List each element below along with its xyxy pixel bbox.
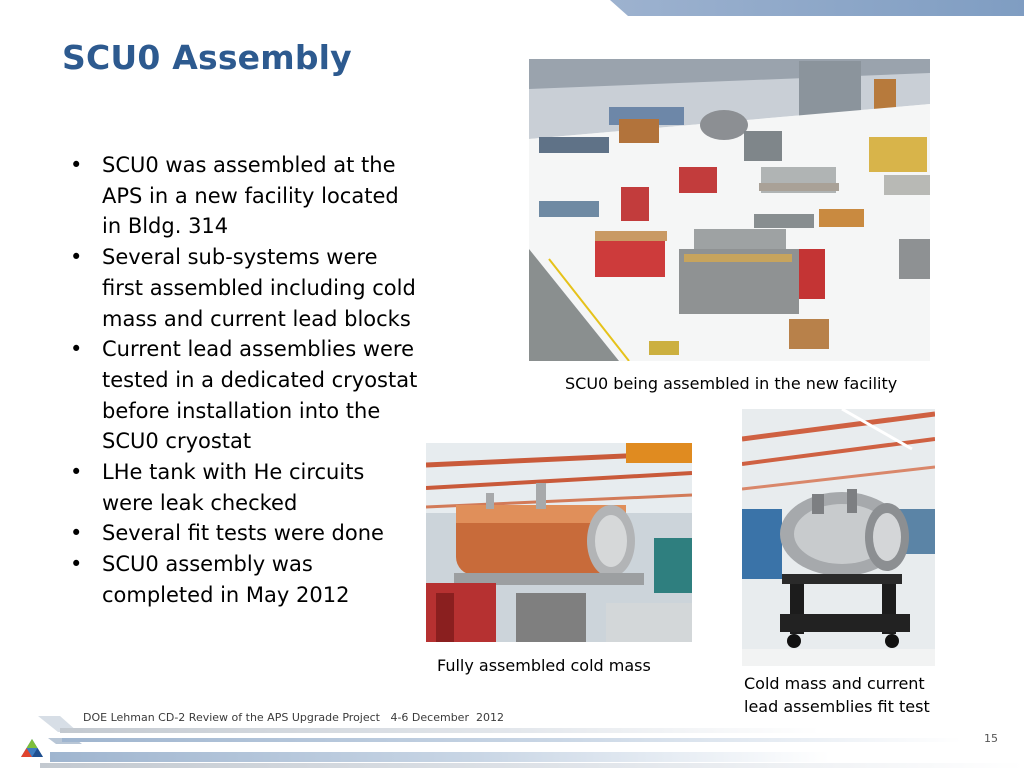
- fit-test-caption-line1: Cold mass and current: [744, 674, 925, 693]
- cold-mass-photo-caption: Fully assembled cold mass: [437, 656, 651, 675]
- fit-test-photo: [742, 409, 935, 666]
- top-decorative-band: [610, 0, 1024, 16]
- bullet-item: [70, 549, 420, 610]
- slide-title: SCU0 Assembly: [62, 38, 352, 77]
- bullet-text: Current lead assemblies were tested in a dedicated cryostat before installation into the SCU0 cryostat: [102, 337, 418, 454]
- facility-photo: [529, 59, 930, 361]
- bullet-text: SCU0 was assembled at the APS in a new facility located in Bldg. 314: [102, 153, 399, 239]
- bullet-marker: •: [70, 521, 83, 546]
- page-number: 15: [984, 732, 998, 745]
- bullet-marker: •: [70, 153, 83, 177]
- bullet-text: Several fit tests were done: [102, 521, 384, 546]
- bullet-text: Several sub-systems were first assembled including cold mass and current lead blocks: [102, 245, 416, 331]
- bullet-item: [70, 457, 420, 518]
- bullet-text: SCU0 assembly was completed in May 2012: [102, 552, 350, 607]
- footer-text: DOE Lehman CD-2 Review of the APS Upgrade Project 4-6 December 2012: [83, 711, 504, 724]
- cold-mass-photo: [426, 443, 692, 642]
- bullet-item: [70, 150, 420, 242]
- argonne-logo-icon: [20, 738, 44, 758]
- bullet-list: [70, 150, 420, 611]
- bullet-marker: •: [70, 460, 83, 485]
- bullet-item: [70, 518, 420, 549]
- bullet-marker: •: [70, 337, 83, 362]
- fit-test-caption-line2: lead assemblies fit test: [744, 697, 930, 716]
- facility-photo-caption: SCU0 being assembled in the new facility: [565, 374, 898, 393]
- bullet-marker: •: [70, 552, 83, 577]
- bullet-item: [70, 242, 420, 334]
- bullet-text: LHe tank with He circuits were leak checked: [102, 460, 365, 515]
- bullet-item: [70, 334, 420, 457]
- bullet-marker: •: [70, 245, 83, 270]
